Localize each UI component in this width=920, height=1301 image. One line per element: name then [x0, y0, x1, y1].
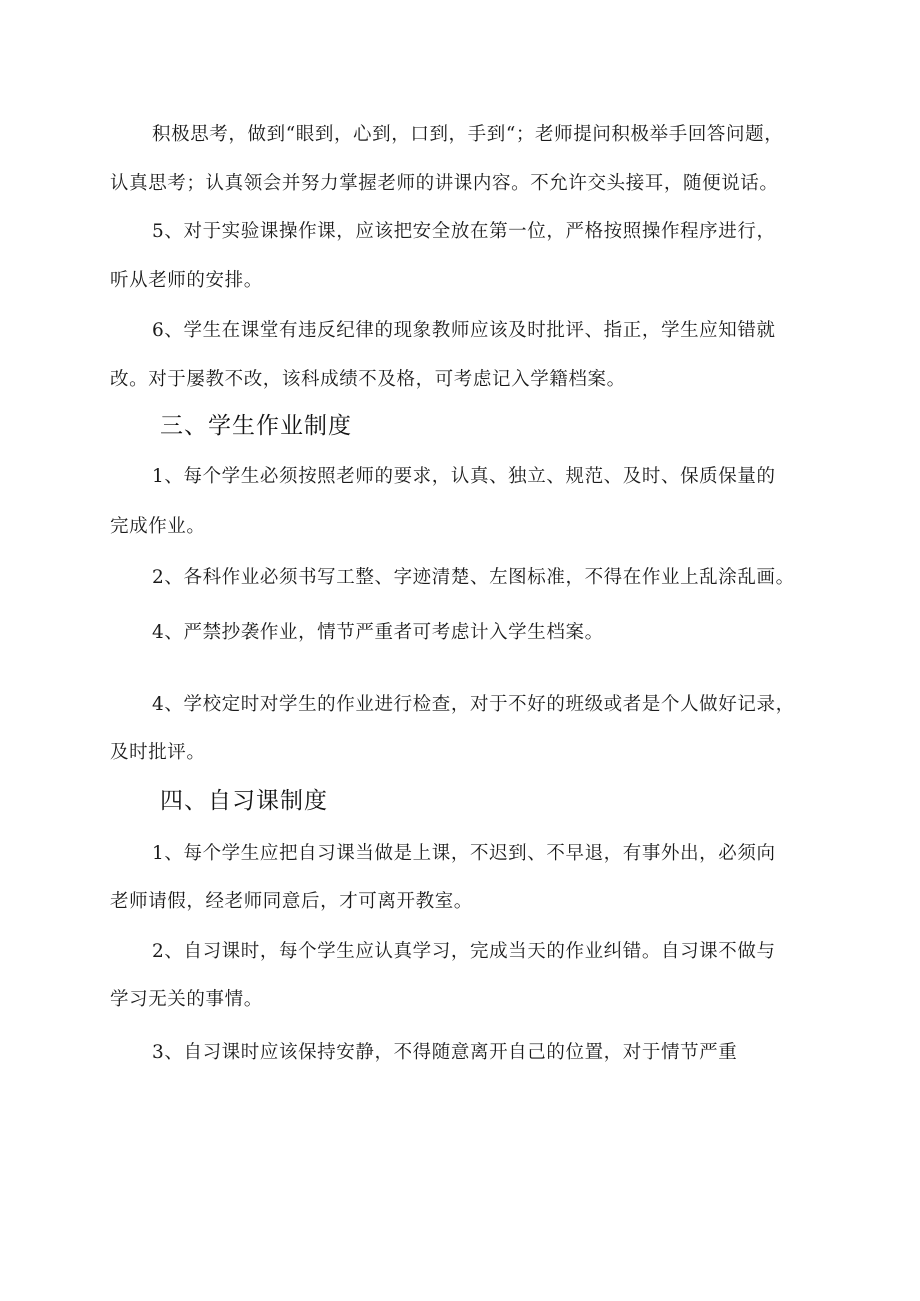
paragraph-line: 学习无关的事情。 — [110, 989, 263, 1010]
paragraph-line: 4、学校定时对学生的作业进行检查，对于不好的班级或者是个人做好记录， — [152, 694, 795, 715]
paragraph-line: 及时批评。 — [110, 742, 206, 763]
paragraph-line: 5、对于实验课操作课，应该把安全放在第一位，严格按照操作程序进行， — [152, 221, 776, 242]
paragraph-line: 老师请假，经老师同意后，才可离开教室。 — [110, 891, 473, 912]
paragraph-line: 6、学生在课堂有违反纪律的现象教师应该及时批评、指正，学生应知错就 — [152, 320, 776, 341]
paragraph-line: 积极思考，做到“眼到，心到，口到，手到“；老师提问积极举手回答问题， — [152, 124, 784, 145]
paragraph-line: 3、自习课时应该保持安静，不得随意离开自己的位置，对于情节严重 — [152, 1042, 738, 1063]
paragraph-line: 认真思考；认真领会并努力掌握老师的讲课内容。不允许交头接耳，随便说话。 — [110, 173, 779, 194]
paragraph-line: 1、每个学生必须按照老师的要求，认真、独立、规范、及时、保质保量的 — [152, 466, 776, 487]
section-heading: 四、自习课制度 — [160, 788, 328, 814]
paragraph-line: 4、严禁抄袭作业，情节严重者可考虑计入学生档案。 — [152, 622, 604, 643]
section-heading: 三、学生作业制度 — [160, 413, 352, 439]
paragraph-line: 1、每个学生应把自习课当做是上课，不迟到、不早退，有事外出，必须向 — [152, 843, 776, 864]
paragraph-line: 听从老师的安排。 — [110, 270, 263, 291]
paragraph-line: 改。对于屡教不改，该科成绩不及格，可考虑记入学籍档案。 — [110, 369, 626, 390]
paragraph-line: 2、自习课时，每个学生应认真学习，完成当天的作业纠错。自习课不做与 — [152, 941, 776, 962]
paragraph-line: 完成作业。 — [110, 516, 206, 537]
paragraph-line: 2、各科作业必须书写工整、字迹清楚、左图标准，不得在作业上乱涂乱画。 — [152, 567, 795, 588]
